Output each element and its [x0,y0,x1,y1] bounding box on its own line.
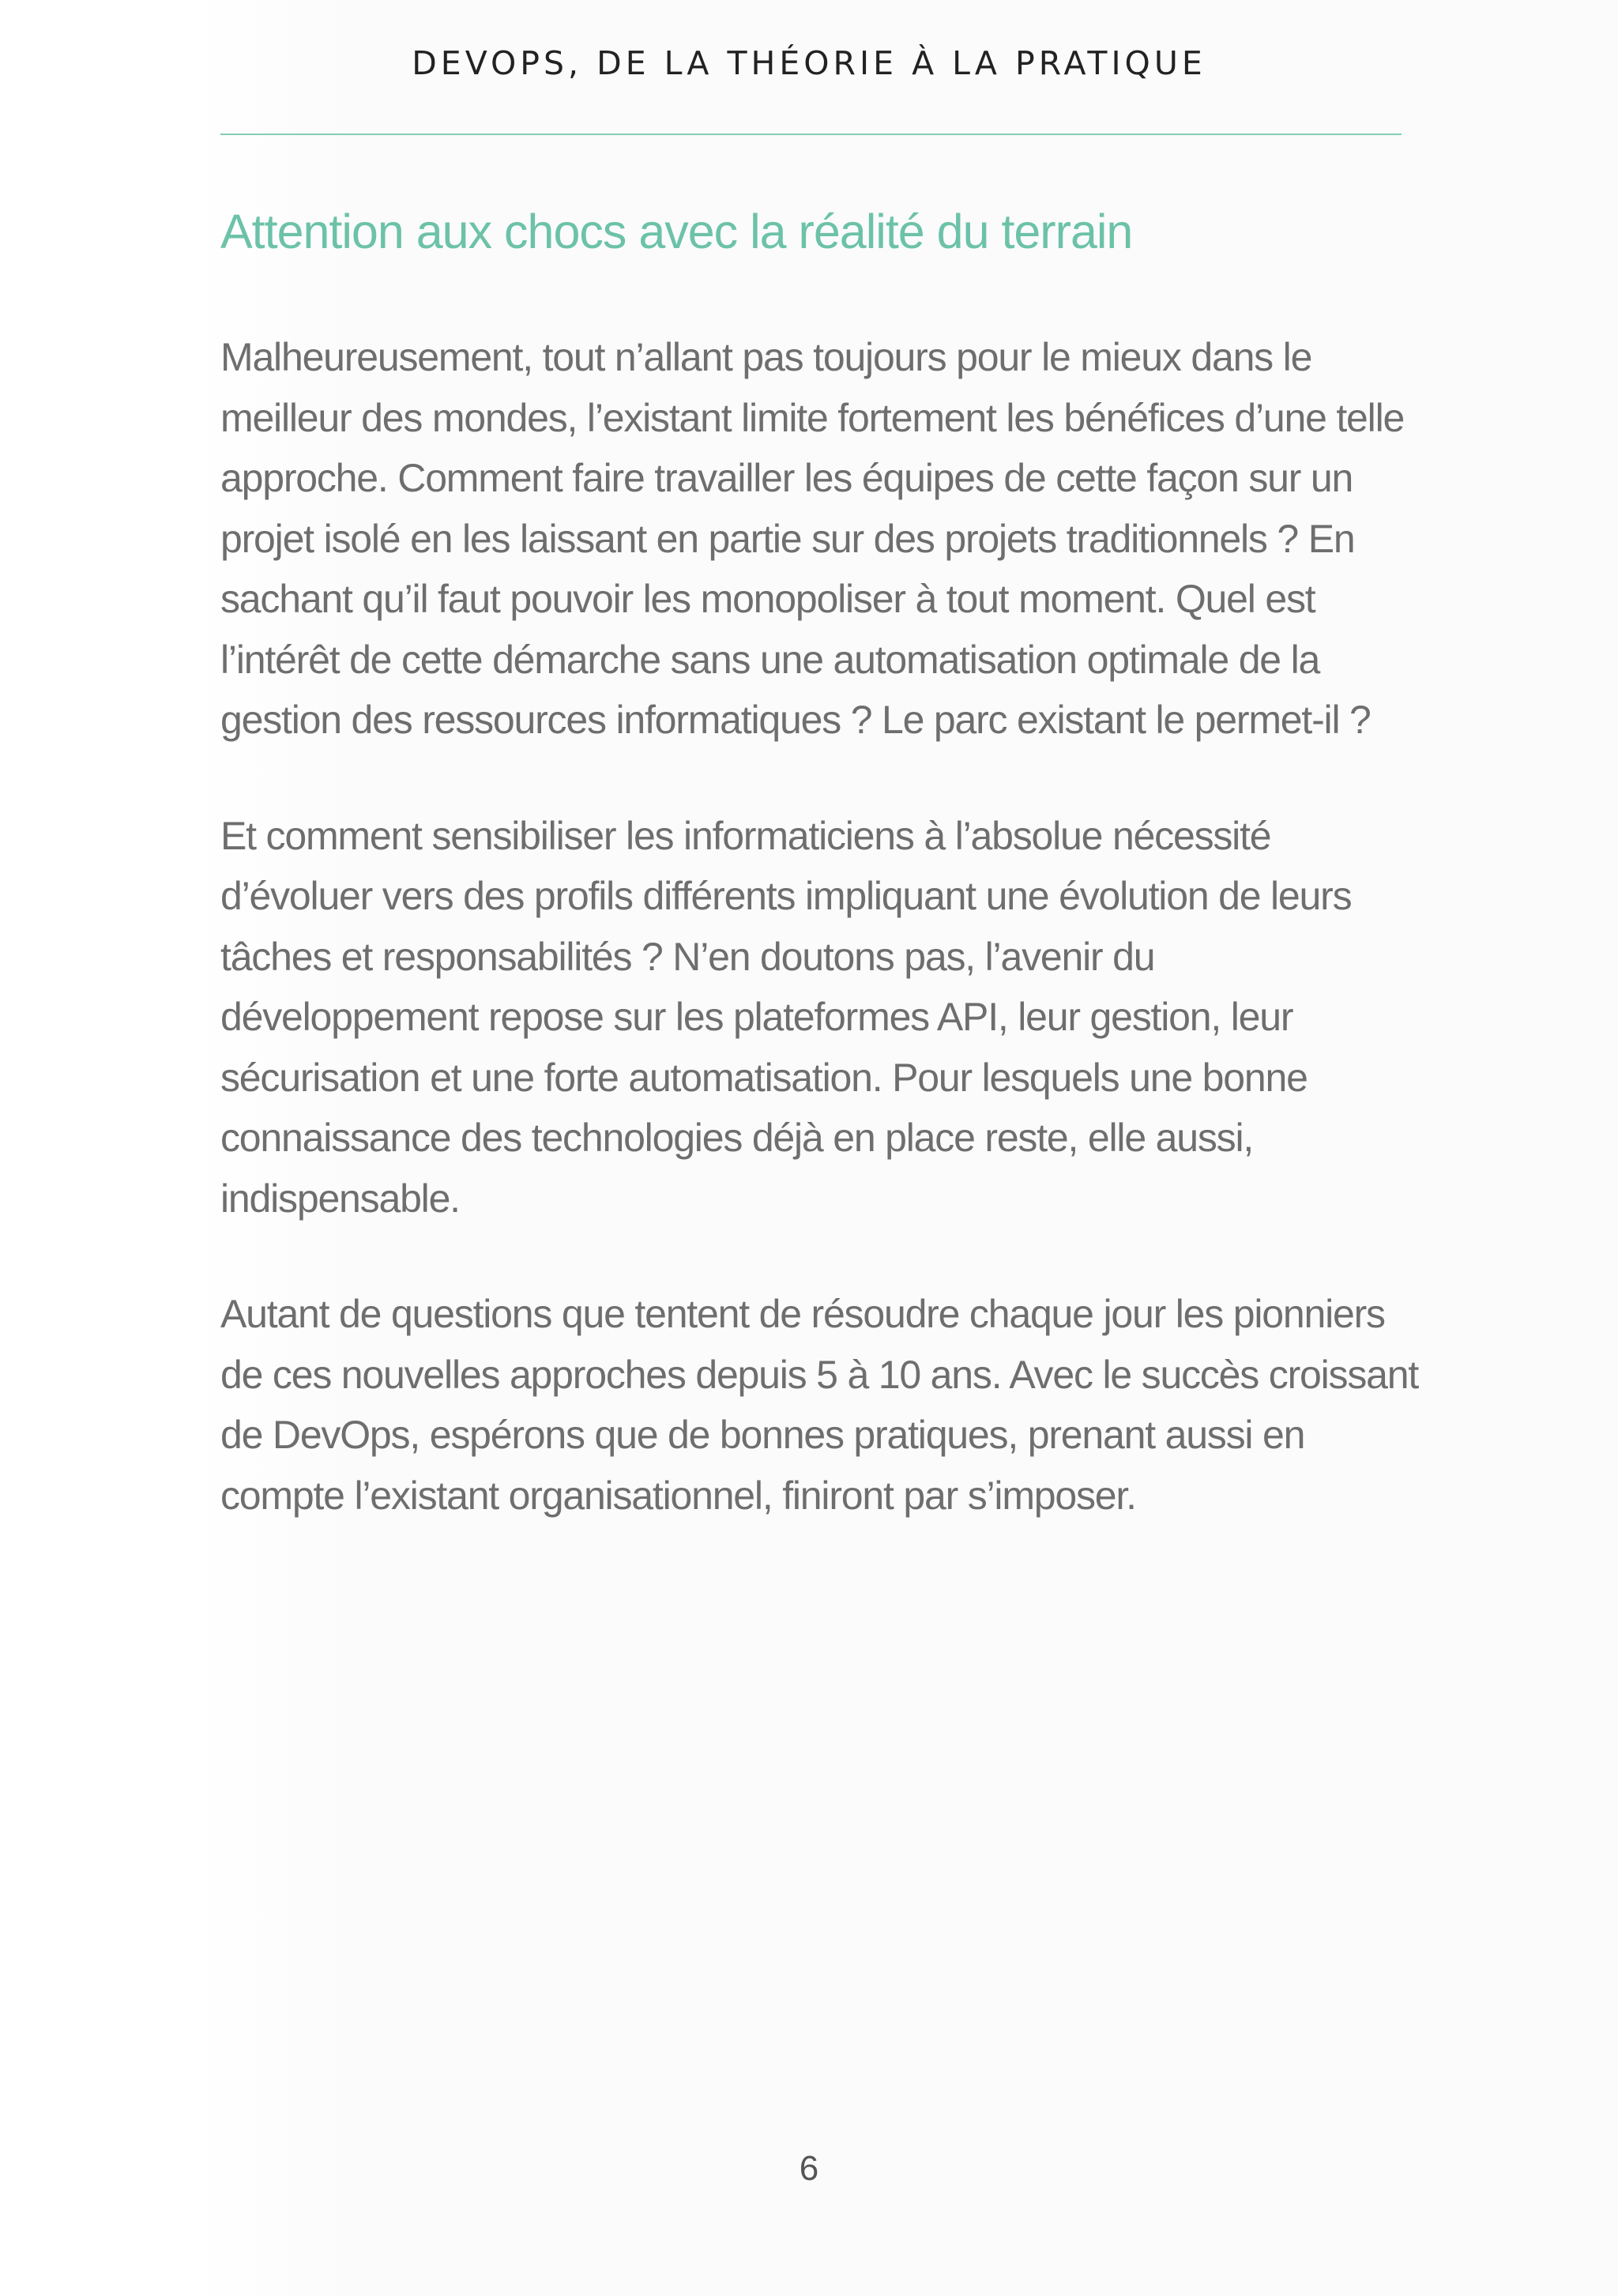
running-header: DEVOPS, DE LA THÉORIE À LA PRATIQUE [412,44,1206,82]
paragraph: Malheureusement, tout n’allant pas toujours pour le mieux dans le meilleur des mondes, l’existant limite fortement les bénéfices d’une telle approche. Comment faire travailler les équipes de cette façon sur un projet isolé en les laissant en partie sur des projets traditionnels ? En sachant qu’il faut pouvoir les monopoliser à tout moment. Quel est l’intérêt de cette démarche sans une automatisation optimale de la gestion des ressources informatiques ? Le parc existant le permet-il ? [220,335,1405,742]
header-divider [220,134,1402,135]
section-title: Attention aux chocs avec la réalité du terrain [220,205,1133,258]
paragraph: Autant de questions que tentent de résoudre chaque jour les pionniers de ces nouvelles approches depuis 5 à 10 ans. Avec le succès croissant de DevOps, espérons que de bonnes pratiques, prenant aussi en compte l’existant organisationnel, finiront par s’imposer. [220,1292,1419,1518]
page-number: 6 [799,2149,819,2188]
body-text [220,327,1421,1581]
paragraph: Et comment sensibiliser les informaticiens à l’absolue nécessité d’évoluer vers des profils différents impliquant une évolution de leurs tâches et responsabilités ? N’en doutons pas, l’avenir du développement repose sur les plateformes API, leur gestion, leur sécurisation et une forte automatisation. Pour lesquels une bonne connaissance des technologies déjà en place reste, elle aussi, indispensable. [220,813,1352,1221]
